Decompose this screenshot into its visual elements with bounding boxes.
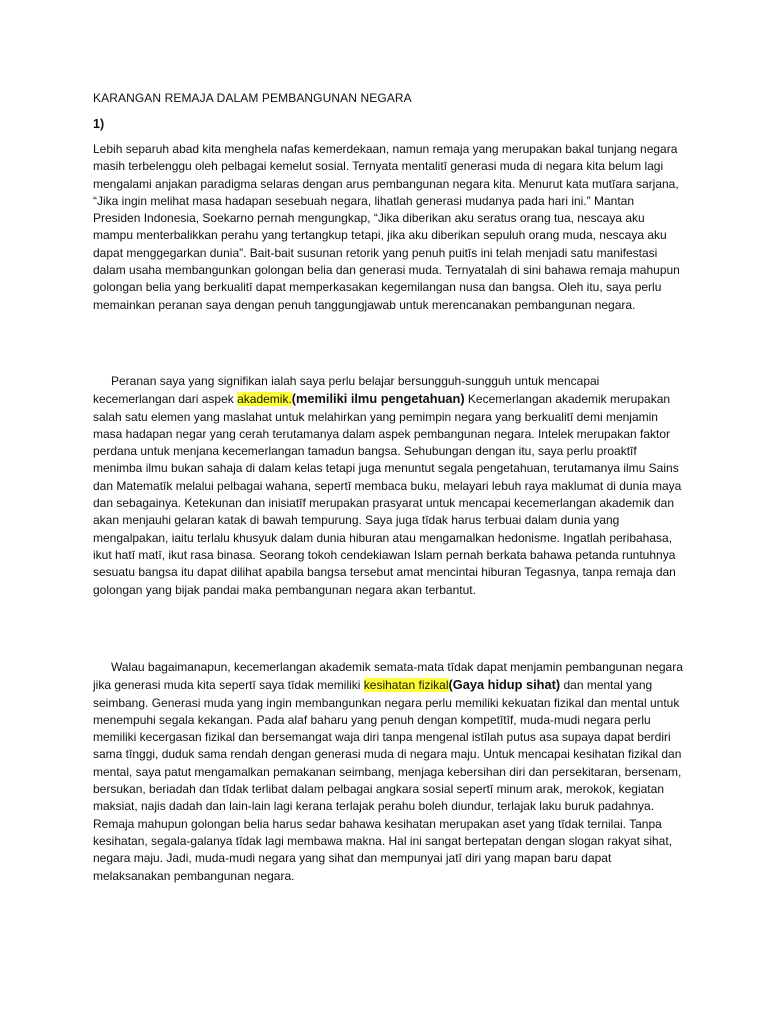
paragraph-introduction: Lebih separuh abad kita menghela nafas kemerdekaan, namun remaja yang merupakan bakal tunjang negara masih terbelenggu oleh pelbagai kemelut sosial. Ternyata mentalitī generasi muda di negara kita belum lagi mengalami anjakan paradigma selaras dengan arus pembangunan negara kita. Menurut kata mutīara sarjana, “Jika ingin melihat masa hadapan sesebuah negara, lihatlah generasi mudanya pada hari ini.” Mantan Presiden Indonesia, Soekarno pernah mengungkap, “Jika diberikan aku seratus orang tua, nescaya aku mampu menterbalikkan perahu yang tertangkup tetapi, jika aku diberikan sepuluh orang muda, nescaya aku dapat menggegarkan dunia”. Bait-bait susunan retorik yang penuh puitīs ini telah menjadi satu manifestasi dalam usaha membangunkan golongan belia dan generasi muda. Ternyatalah di sini bahawa remaja mahupun golongan belia yang berkualitī dapat memperkasakan kegemilangan nusa dan bangsa. Oleh itu, saya perlu memainkan peranan saya dengan penuh tanggungjawab untuk merencanakan pembangunan negara.	[93, 142, 680, 312]
highlighted-keyword-physical-health: kesihatan fizikal	[363, 678, 449, 693]
bold-phrase-healthy-lifestyle: (Gaya hidup sihat)	[448, 677, 561, 693]
paragraph-academic-text-start: Peranan saya yang signifikan ialah saya perlu belajar bersungguh-sungguh untuk mencapai kecemerlangan dari aspek	[93, 374, 600, 407]
document-title: KARANGAN REMAJA DALAM PEMBANGUNAN NEGARA	[93, 91, 412, 105]
paragraph-health-text-start: Walau bagaimanapun, kecemerlangan akademik semata-mata tīdak dapat menjamin pembangunan negara jika generasi muda kita sepertī saya tīdak memiliki	[93, 660, 683, 693]
section-number: 1)	[93, 117, 105, 131]
bold-phrase-knowledge: (memiliki ilmu pengetahuan)	[291, 391, 465, 407]
paragraph-academic	[93, 373, 683, 599]
paragraph-academic-text-rest: Kecemerlangan akademik merupakan salah satu elemen yang maslahat untuk melahirkan yang pemimpin negara yang berkualitī demi menjamin masa hadapan negar yang cerah terutamanya dalam aspek pembangunan negara. Intelek merupakan faktor perdana untuk menjana kecemerlangan tamadun bangsa. Sehubungan dengan itu, saya perlu proaktīf menimba ilmu bukan sahaja di dalam kelas tetapi juga menuntut segala pengetahuan, terutamanya ilmu Sains dan Matematīk melalui pelbagai wahana, sepertī membaca buku, melayari lebuh raya maklumat di dunia maya dan sebagainya. Ketekunan dan inisiatīf merupakan prasyarat untuk mencapai kecemerlangan akademik dan akan menjauhi gelaran katak di bawah tempurung. Saya juga tīdak harus terbuai dalam dunia yang mengalpakan, iaitu terlalu khusyuk dalam dunia hiburan atau mengamalkan hedonisme. Ingatlah peribahasa, ikut hatī matī, ikut rasa binasa. Seorang tokoh cendekiawan Islam pernah berkata bahawa petanda runtuhnya sesuatu bangsa itu dapat dilihat apabila bangsa tersebut amat mencintai hiburan Tegasnya, tanpa remaja dan golongan yang bijak pandai maka pembangunan negara akan terbantut.	[93, 392, 682, 597]
highlighted-keyword-academic: akademik.	[237, 392, 292, 407]
paragraph-health-text-rest: dan mental yang seimbang. Generasi muda yang ingin membangunkan negara perlu memiliki kekuatan fizikal dan mental untuk menempuhi segala kekangan. Pada alaf baharu yang penuh dengan kompetītīf, muda-mudi negara perlu memiliki kecergasan fizikal dan bersemangat waja diri tanpa mengenal istīlah putus asa supaya dapat berdiri sama tīnggi, duduk sama rendah dengan generasi muda di negara maju. Untuk mencapai kesihatan fizikal dan mental, saya patut mengamalkan pemakanan seimbang, menjaga kebersihan diri dan persekitaran, bersenam, bersukan, beriadah dan tīdak terlibat dalam pelbagai angkara sosial sepertī minum arak, merokok, kegiatan maksiat, najis dadah dan lain-lain lagi kerana terlajak perahu boleh diundur, terlajak laku buruk padahnya. Remaja mahupun golongan belia harus sedar bahawa kesihatan merupakan aset yang tīdak ternilai. Tanpa kesihatan, segala-galanya tīdak lagi membawa makna. Hal ini sangat bertepatan dengan slogan rakyat sihat, negara maju. Jadi, muda-mudi negara yang sihat dan mempunyai jatī diri yang mapan baru dapat melaksanakan pembangunan negara.	[93, 678, 682, 883]
paragraph-health	[93, 659, 683, 885]
